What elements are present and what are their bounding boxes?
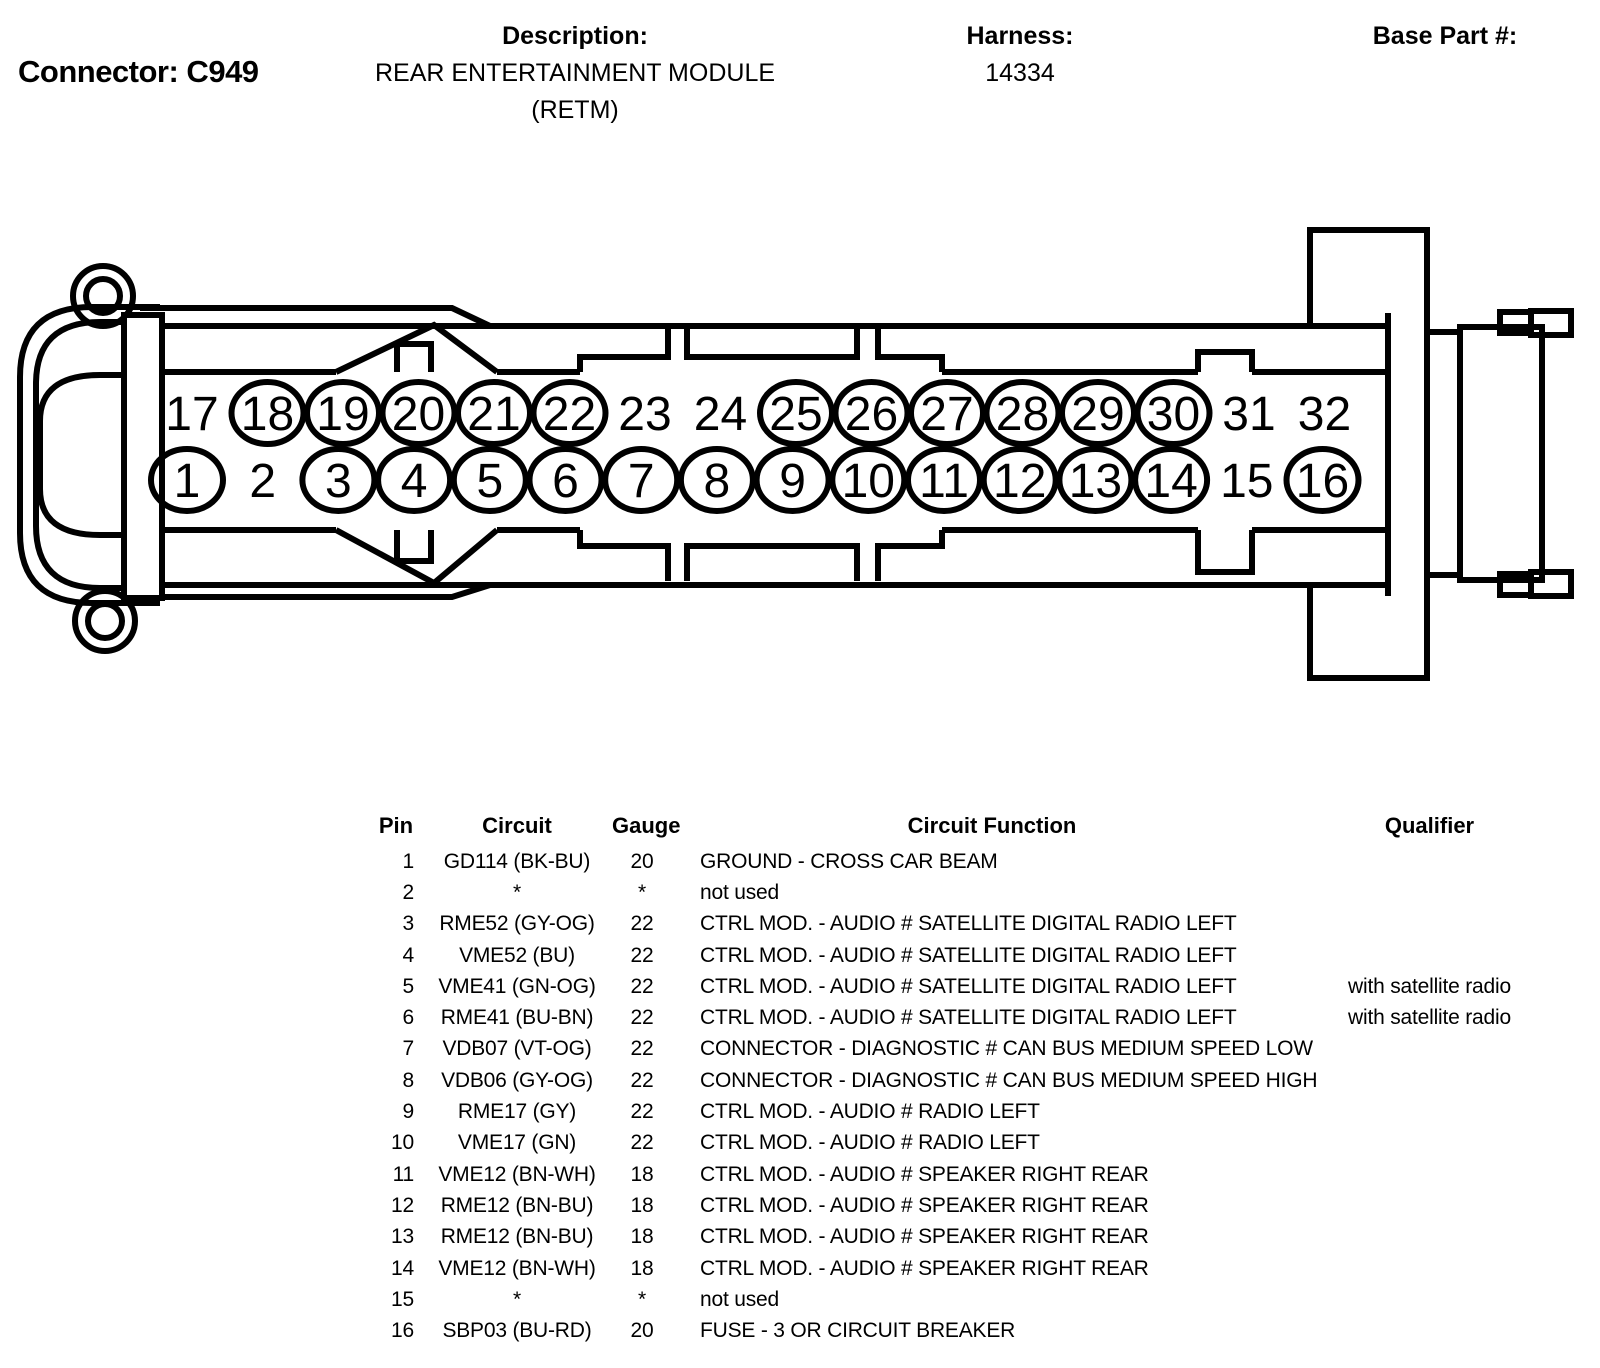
cell-pin: 7 — [402, 1037, 414, 1061]
pin-number: 26 — [844, 388, 899, 441]
table-row — [370, 1128, 1550, 1159]
cell-qual: with satellite radio — [1348, 1006, 1511, 1030]
cell-pin: 8 — [402, 1068, 414, 1092]
cell-gauge: 18 — [630, 1225, 654, 1249]
cell-gauge: 18 — [630, 1193, 654, 1217]
cell-gauge: 20 — [630, 1319, 654, 1343]
cell-circuit: * — [513, 1287, 521, 1311]
table-row — [370, 1284, 1550, 1315]
cell-circuit: VME12 (BN-WH) — [438, 1256, 596, 1280]
cell-pin: 11 — [392, 1162, 414, 1186]
harness-value: 14334 — [985, 59, 1055, 87]
cell-circuit: VDB06 (GY-OG) — [441, 1068, 593, 1092]
pin-number: 4 — [400, 455, 428, 508]
pin-number: 5 — [476, 455, 504, 508]
pin-number: 32 — [1297, 388, 1352, 441]
cell-circuit: SBP03 (BU-RD) — [442, 1319, 592, 1343]
cell-func: CTRL MOD. - AUDIO # RADIO LEFT — [700, 1131, 1040, 1155]
base-part-block — [1320, 18, 1570, 55]
pin-number: 21 — [467, 388, 521, 441]
table-header-row — [370, 806, 1550, 846]
cell-func: FUSE - 3 OR CIRCUIT BREAKER — [700, 1319, 1016, 1343]
description-block — [350, 18, 800, 129]
latch-platform-bottom — [580, 530, 942, 581]
pin-number: 18 — [240, 388, 295, 441]
table-row — [370, 846, 1550, 877]
cell-circuit: RME52 (GY-OG) — [439, 912, 595, 936]
cell-pin: 13 — [391, 1225, 414, 1249]
pin-number: 8 — [703, 455, 731, 508]
cell-gauge: 18 — [630, 1256, 654, 1280]
table-row — [370, 1222, 1550, 1253]
table-row — [370, 909, 1550, 940]
cell-func: CTRL MOD. - AUDIO # SATELLITE DIGITAL RADIO LEFT — [700, 943, 1237, 967]
cell-pin: 10 — [391, 1131, 414, 1155]
index-notch-bottom — [1198, 530, 1252, 572]
pin-number: 30 — [1146, 388, 1201, 441]
description-line1: REAR ENTERTAINMENT MODULE — [374, 59, 776, 87]
cell-gauge: 20 — [630, 849, 654, 873]
pin-number: 19 — [316, 388, 370, 441]
pin-number: 23 — [618, 388, 672, 441]
right-tab-block — [1310, 230, 1427, 678]
pin-number: 6 — [552, 455, 579, 508]
cell-circuit: VME12 (BN-WH) — [438, 1162, 596, 1186]
cell-pin: 3 — [402, 912, 414, 936]
index-notch-top — [1198, 352, 1252, 372]
cell-gauge: 22 — [630, 1037, 654, 1061]
cell-circuit: RME12 (BN-BU) — [440, 1225, 594, 1249]
pin-number: 2 — [249, 455, 277, 508]
right-cap — [1460, 327, 1542, 580]
cell-func: CTRL MOD. - AUDIO # RADIO LEFT — [700, 1100, 1040, 1124]
cell-gauge: 22 — [630, 1068, 654, 1092]
cell-func: CTRL MOD. - AUDIO # SPEAKER RIGHT REAR — [700, 1162, 1149, 1186]
cell-gauge: 22 — [630, 943, 654, 967]
cell-pin: 1 — [402, 849, 414, 873]
cell-circuit: * — [513, 880, 521, 904]
col-header-pin: Pin — [378, 813, 414, 838]
latch-platform-top — [580, 326, 942, 372]
pin-table — [370, 806, 1550, 1347]
cell-gauge: 22 — [630, 912, 654, 936]
pin-number: 29 — [1071, 388, 1125, 441]
cell-qual: with satellite radio — [1348, 974, 1511, 998]
pin-row-top — [165, 382, 1351, 444]
table-row — [370, 940, 1550, 971]
cell-gauge: 22 — [630, 1100, 654, 1124]
pin-number: 31 — [1222, 388, 1276, 441]
cell-circuit: RME12 (BN-BU) — [440, 1193, 594, 1217]
cell-func: GROUND - CROSS CAR BEAM — [700, 849, 998, 873]
key-tent-top — [336, 325, 497, 372]
cell-pin: 14 — [391, 1256, 414, 1280]
harness-label: Harness: — [966, 22, 1074, 50]
cell-func: not used — [700, 1287, 779, 1311]
cap-link-stubs — [1427, 332, 1460, 575]
table-row — [370, 971, 1550, 1002]
pin-number: 15 — [1220, 455, 1274, 508]
pin-number: 17 — [165, 388, 219, 441]
col-header-gauge: Gauge — [612, 813, 681, 838]
cell-gauge: 18 — [630, 1162, 654, 1186]
cell-gauge: 22 — [630, 974, 654, 998]
flange-seal — [40, 375, 130, 535]
pin-number: 28 — [995, 388, 1050, 441]
cell-circuit: RME41 (BU-BN) — [440, 1006, 594, 1030]
table-row — [370, 1253, 1550, 1284]
pin-number: 16 — [1295, 455, 1350, 508]
cell-circuit: VDB07 (VT-OG) — [442, 1037, 592, 1061]
table-row — [370, 877, 1550, 908]
cell-pin: 12 — [391, 1193, 414, 1217]
cell-func: CTRL MOD. - AUDIO # SPEAKER RIGHT REAR — [700, 1225, 1149, 1249]
table-row — [370, 1096, 1550, 1127]
pin-number: 11 — [919, 455, 969, 508]
cell-pin: 15 — [391, 1287, 414, 1311]
cell-gauge: 22 — [630, 1131, 654, 1155]
base-part-label: Base Part #: — [1372, 22, 1518, 50]
harness-block — [915, 18, 1125, 92]
col-header-qualifier: Qualifier — [1384, 813, 1475, 838]
pin-number: 20 — [391, 388, 446, 441]
pin-number: 12 — [993, 455, 1047, 508]
pin-number: 1 — [173, 455, 201, 508]
col-header-function: Circuit Function — [907, 813, 1077, 838]
pin-number: 14 — [1144, 455, 1198, 508]
pin-number: 9 — [779, 455, 806, 508]
table-row — [370, 1315, 1550, 1346]
key-tent-bottom — [336, 530, 497, 583]
table-row — [370, 1065, 1550, 1096]
table-row — [370, 1190, 1550, 1221]
description-line2: (RETM) — [531, 96, 619, 124]
cell-pin: 2 — [402, 880, 414, 904]
cell-pin: 16 — [391, 1319, 414, 1343]
pin-number: 7 — [627, 455, 655, 508]
cell-func: CTRL MOD. - AUDIO # SATELLITE DIGITAL RADIO LEFT — [700, 912, 1237, 936]
pin-number: 27 — [920, 388, 974, 441]
cell-circuit: VME41 (GN-OG) — [438, 974, 596, 998]
cell-func: CTRL MOD. - AUDIO # SATELLITE DIGITAL RADIO LEFT — [700, 1006, 1237, 1030]
cell-gauge: 22 — [630, 1006, 654, 1030]
connector-drawing — [0, 200, 1600, 700]
table-row — [370, 1159, 1550, 1190]
cell-circuit: GD114 (BK-BU) — [443, 849, 591, 873]
pin-number: 3 — [325, 455, 352, 508]
cell-func: CONNECTOR - DIAGNOSTIC # CAN BUS MEDIUM SPEED LOW — [700, 1037, 1313, 1061]
cell-pin: 6 — [402, 1006, 414, 1030]
description-label: Description: — [502, 22, 648, 50]
pin-number: 25 — [769, 388, 823, 441]
cell-func: CTRL MOD. - AUDIO # SPEAKER RIGHT REAR — [700, 1256, 1149, 1280]
table-body — [370, 846, 1550, 1347]
pin-row-bottom — [151, 449, 1359, 511]
cell-gauge: * — [638, 1287, 646, 1311]
cell-circuit: RME17 (GY) — [457, 1100, 577, 1124]
cell-func: CTRL MOD. - AUDIO # SATELLITE DIGITAL RADIO LEFT — [700, 974, 1237, 998]
table-row — [370, 1002, 1550, 1033]
connector-face-svg — [0, 200, 1600, 700]
cell-pin: 5 — [402, 974, 414, 998]
cell-circuit: VME52 (BU) — [459, 943, 575, 967]
cap-clip-top-2 — [1531, 311, 1571, 335]
cell-circuit: VME17 (GN) — [457, 1131, 577, 1155]
cell-pin: 9 — [402, 1100, 414, 1124]
pin-number: 13 — [1068, 455, 1123, 508]
cell-pin: 4 — [402, 943, 414, 967]
cap-clip-bottom-2 — [1531, 572, 1571, 596]
pin-number: 10 — [841, 455, 895, 508]
cell-gauge: * — [638, 880, 646, 904]
cell-func: not used — [700, 880, 779, 904]
cell-func: CTRL MOD. - AUDIO # SPEAKER RIGHT REAR — [700, 1193, 1149, 1217]
connector-title: Connector: C949 — [18, 54, 259, 89]
col-header-circuit: Circuit — [482, 813, 552, 838]
table-row — [370, 1034, 1550, 1065]
retention-clip-bar — [124, 315, 162, 598]
pin-number: 24 — [693, 388, 748, 441]
pin-number: 22 — [542, 388, 597, 441]
cell-func: CONNECTOR - DIAGNOSTIC # CAN BUS MEDIUM SPEED HIGH — [700, 1068, 1318, 1092]
mount-hole-bottom-icon — [88, 604, 122, 638]
